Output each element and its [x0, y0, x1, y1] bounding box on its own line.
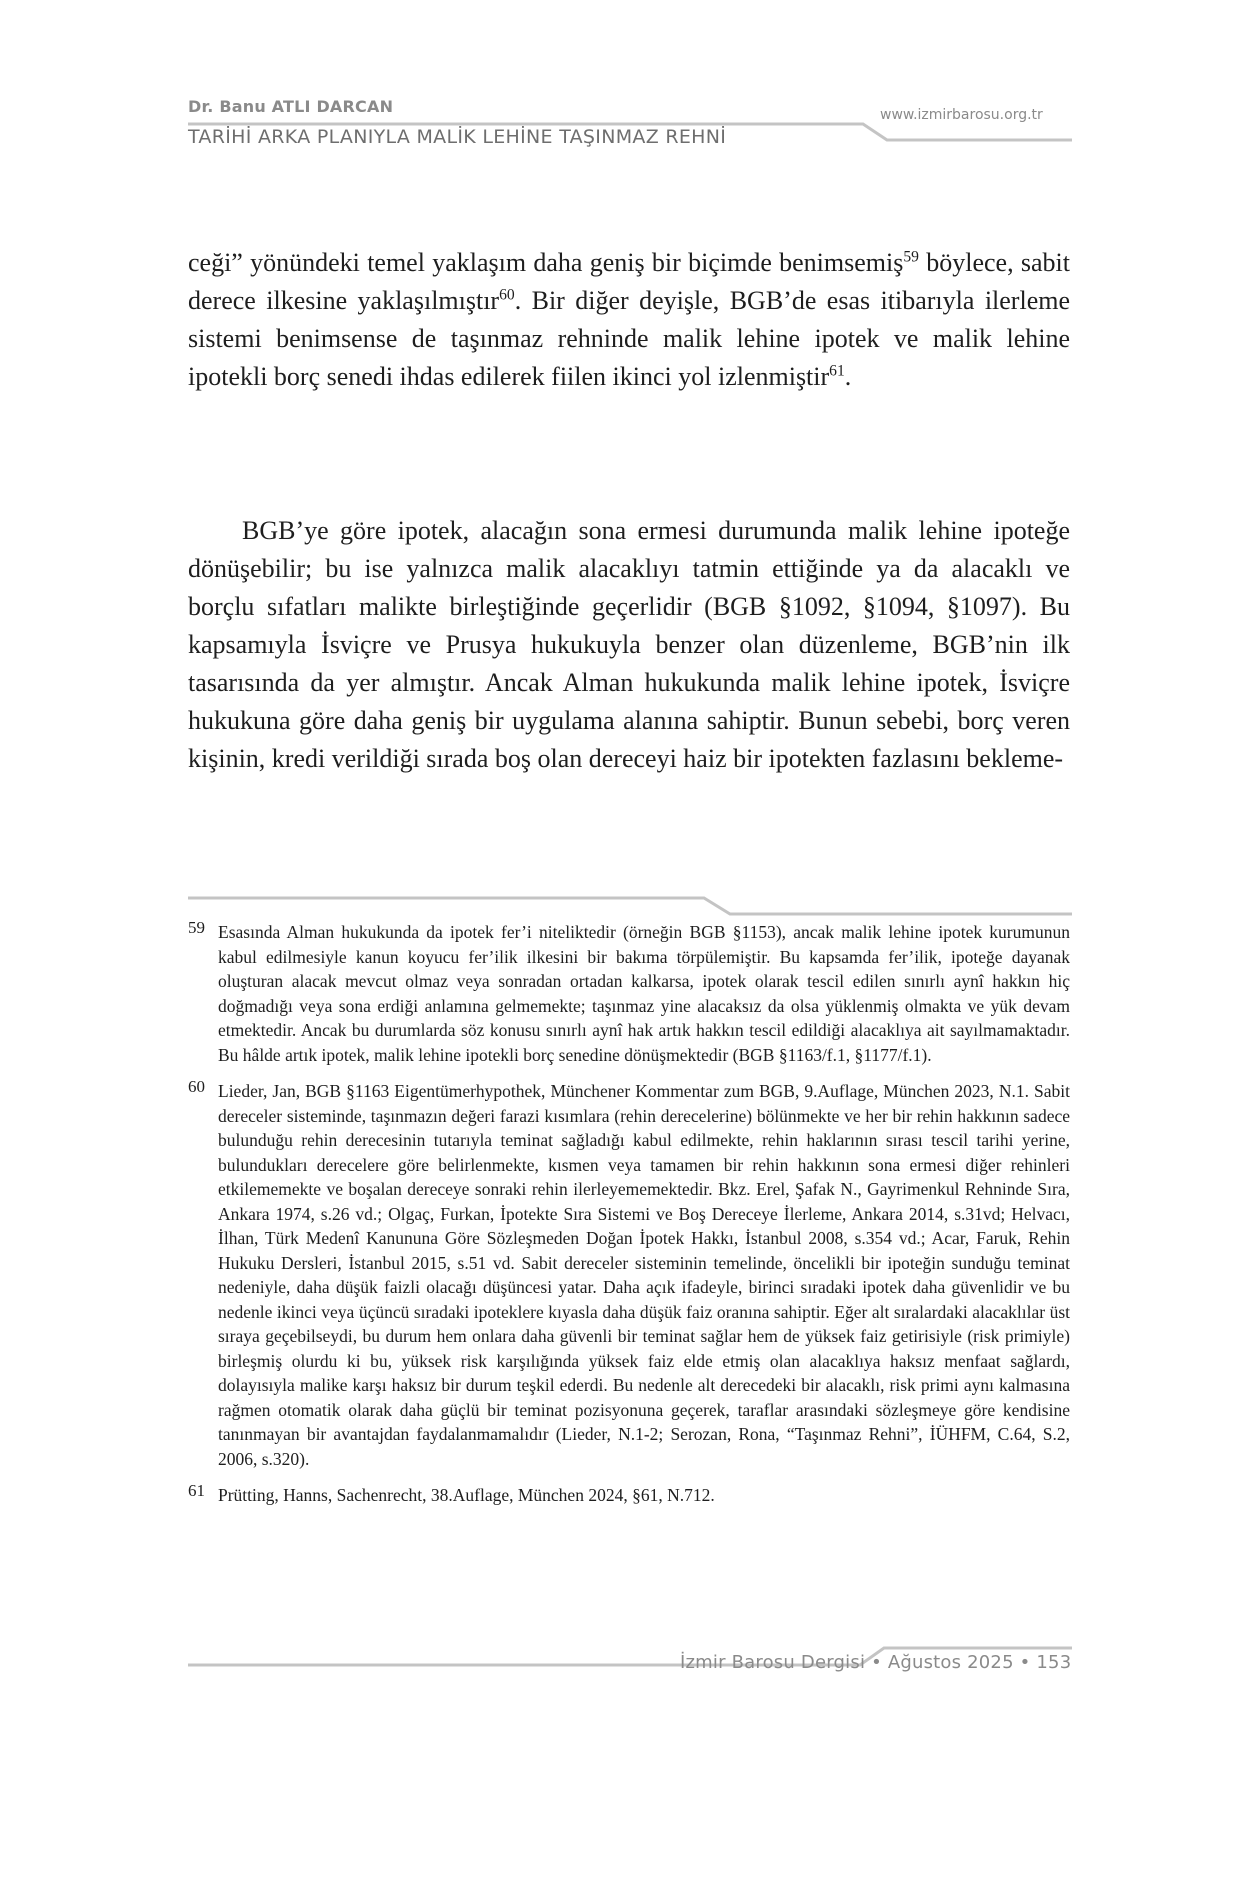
footnote-number: 60: [188, 1077, 205, 1096]
page-number: 153: [1036, 1652, 1072, 1673]
footer-bullet: •: [1019, 1652, 1031, 1673]
footnote-text: Esasında Alman hukukunda da ipotek fer’i niteliktedir (örneğin BGB §1153), ancak malik lehine ipotek kurumunun kabul edilmesiyle kanun koyucu fer’ilik ilkesini bir bakıma törpülemiştir. Bu kapsamda fer’ilik, ipoteğe dayanak oluşturan alacak mevcut olmaz veya sonradan ortadan kalkarsa, ipotek olarak tescil edilen sınırlı aynî hakkın hiç doğmadığı veya sona erdiği anlamına gelmemekte; taşınmaz yine alacaksız da olsa yüklenmiş olmakta ve yük devam etmektedir. Ancak bu durumlarda söz konusu sınırlı aynî hak artık hakkın tescil edildiği alacaklıya ait sayılmamaktadır. Bu hâlde artık ipotek, malik lehine ipotekli borç senedine dönüşmektedir (BGB §1163/f.1, §1177/f.1).: [218, 922, 1070, 1065]
paragraph-text: BGB’ye göre ipotek, alacağın sona ermesi durumunda malik lehine ipoteğe dönüşebilir; bu ise yalnızca malik alacaklıyı tatmin ettiğinde ya da alacaklı ve borçlu sıfatları malikte birleştiğinde geçerlidir (BGB §1092, §1094, §1097). Bu kapsamıyla İsviçre ve Prusya hukukuyla benzer olan düzenleme, BGB’nin ilk tasarısında da yer almıştır. Ancak Alman hukukunda malik lehine ipotek, İsviçre hukukuna göre daha geniş bir uygulama alanına sahiptir. Bunun sebebi, borç veren kişinin, kredi verildiği sırada boş olan dereceyi haiz bir ipotekten fazlasını bekleme-: [188, 516, 1070, 773]
paragraph-text: .: [844, 362, 852, 391]
footnote-59: [188, 920, 1070, 1067]
header-website: www.izmirbarosu.org.tr: [880, 107, 1043, 123]
footnote-number: 61: [188, 1481, 205, 1500]
footer-journal: İzmir Barosu Dergisi: [680, 1652, 866, 1673]
footer-bullet: •: [871, 1652, 882, 1673]
footnote-60: [188, 1079, 1070, 1471]
paragraph-text: ceği” yönündeki temel yaklaşım daha geniş bir biçimde benimsemiş: [188, 248, 904, 277]
footnote-text: Prütting, Hanns, Sachenrecht, 38.Auflage, München 2024, §61, N.712.: [218, 1485, 715, 1505]
footnotes: [188, 920, 1070, 1520]
footnote-ref-60[interactable]: 60: [499, 286, 515, 304]
footnote-61: [188, 1483, 1070, 1508]
header-author: Dr. Banu ATLI DARCAN: [188, 97, 394, 116]
page-footer: [680, 1652, 1071, 1673]
footnote-ref-59[interactable]: 59: [903, 248, 919, 266]
footnote-ref-61[interactable]: 61: [829, 362, 845, 380]
paragraph-text: böylece, sabit derece ilkesine yaklaşılmıştır: [188, 248, 1070, 315]
body-paragraph-2: [188, 512, 1070, 778]
footnote-text: Lieder, Jan, BGB §1163 Eigentümerhypothek, Münchener Kommentar zum BGB, 9.Auflage, München 2023, N.1. Sabit dereceler sisteminde, taşınmazın değeri farazi kısımlara (rehin derecelerine) bölünmekte ve her bir rehin hakkının sadece bulunduğu rehin derecesinin tutarıyla teminat sağladığı kabul edilmekte, rehin haklarının sırası tescil tarihi yerine, bulundukları derecelere göre belirlenmekte, kısmen veya tamamen bir rehin hakkının sona ermesi diğer rehinleri etkilememekte ve boşalan dereceye sonraki rehin ilerleyememektedir. Bkz. Erel, Şafak N., Gayrimenkul Rehninde Sıra, Ankara 1974, s.26 vd.; Olgaç, Furkan, İpotekte Sıra Sistemi ve Boş Dereceye İlerleme, Ankara 2014, s.31vd; Helvacı, İlhan, Türk Medenî Kanununa Göre Sözleşmeden Doğan İpotek Hakkı, İstanbul 2008, s.354 vd.; Acar, Faruk, Rehin Hukuku Dersleri, İstanbul 2015, s.51 vd. Sabit dereceler sisteminin temelinde, öncelikli bir ipoteğin sunduğu teminat nedeniyle, daha düşük faizli olacağı düşüncesi yatar. Daha açık ifadeyle, birinci sıradaki ipotek daha güvenlidir ve bu nedenle ikinci veya üçüncü sıradaki ipoteklere kıyasla daha düşük faiz oranına sahiptir. Eğer alt sıralardaki alacaklılar üst sıraya geçebilseydi, bu durum hem onlara daha güvenli bir teminat sağlar hem de yüksek faiz getirisiyle (risk primiyle) birleşmiş olurdu ki bu, yüksek risk karşılığında yüksek faiz elde etmiş olan alacaklıya haksız menfaat sağlardı, dolayısıyla malike karşı haksız bir durum teşkil ederdi. Bu nedenle alt derecedeki bir alacaklı, risk primi aynı kalmasına rağmen otomatik olarak daha güçlü bir teminat pozisyonuna geçerek, taraflar arasındaki sözleşmeye göre kendisine tanınmayan bir avantajdan faydalanmamalıdır (Lieder, N.1-2; Serozan, Rona, “Taşınmaz Rehni”, İÜHFM, C.64, S.2, 2006, s.320).: [218, 1081, 1070, 1469]
header-article-title: TARİHİ ARKA PLANIYLA MALİK LEHİNE TAŞINMAZ REHNİ: [188, 126, 727, 148]
footer-issue-date: Ağustos 2025: [887, 1652, 1014, 1673]
paragraph-text: . Bir diğer deyişle, BGB’de esas itibarıyla ilerleme sistemi benimsense de taşınmaz rehninde malik lehine ipotek ve malik lehine ipotekli borç senedi ihdas edilerek fiilen ikinci yol izlenmiştir: [188, 286, 1070, 391]
body-paragraph-1: [188, 244, 1070, 396]
footnote-number: 59: [188, 918, 205, 937]
